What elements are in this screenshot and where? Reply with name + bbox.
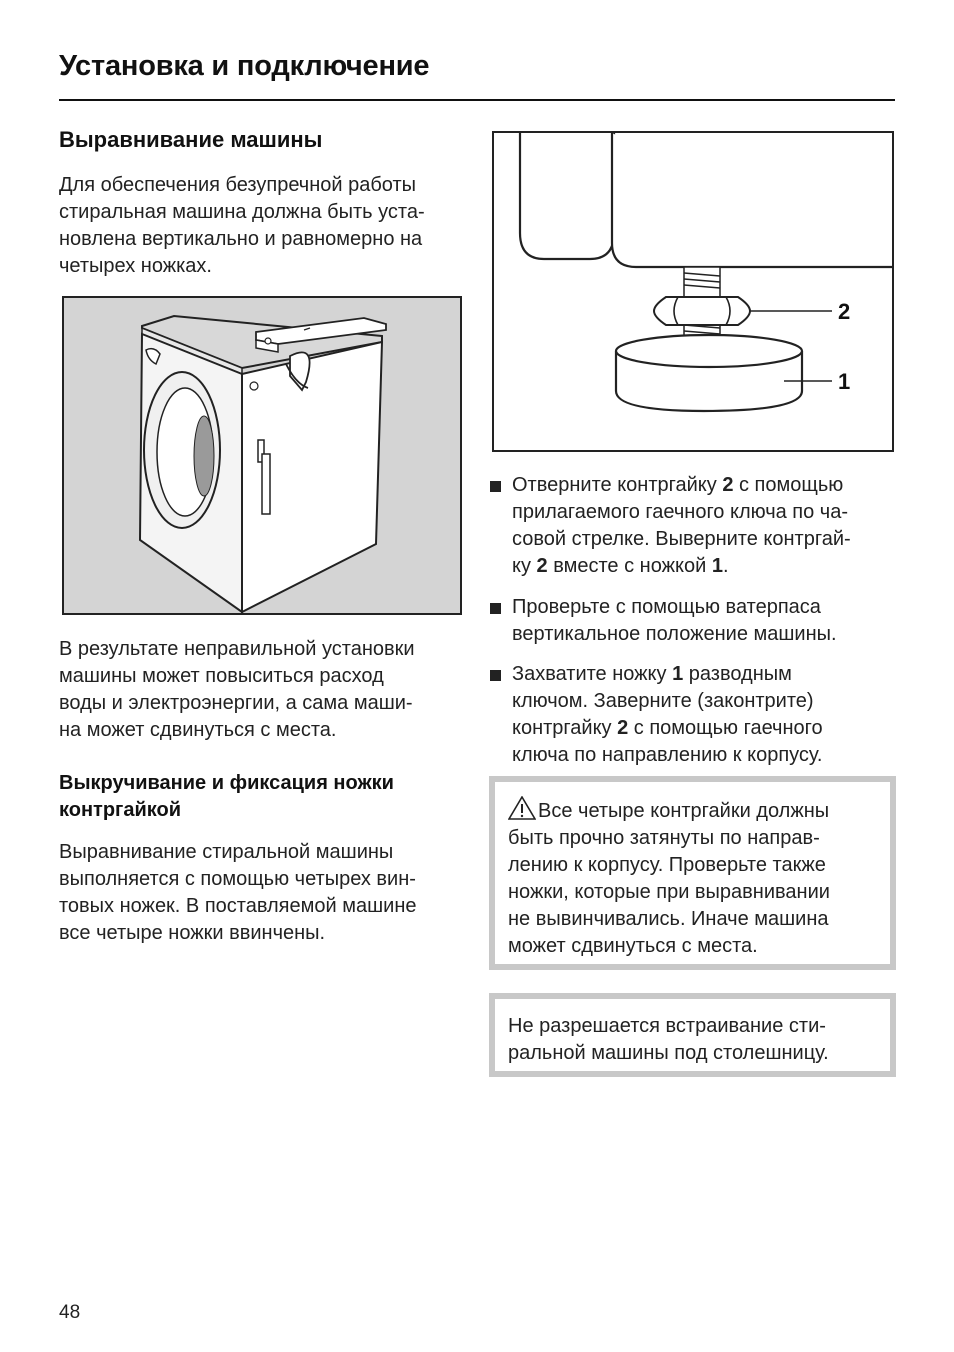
step-text-part: контргайку (512, 717, 618, 739)
consequence-paragraph (59, 636, 469, 744)
foot-label: 1 (838, 369, 851, 394)
subsection-line: Выравнивание стиральной машины (59, 841, 394, 863)
step-line: Проверьте с помощью ватерпаса (512, 596, 821, 618)
subsection-line: товых ножек. В поставляемой машине (59, 895, 417, 917)
step-text-part: . (722, 555, 729, 577)
page-number: 48 (59, 1302, 81, 1323)
consequence-line: В результате неправильной установки (59, 638, 415, 660)
page-title: Установка и подключение (59, 50, 430, 82)
subsection-title-line: контргайкой (59, 799, 182, 821)
step-text-part: ку (512, 555, 537, 577)
step-text (512, 661, 823, 769)
note-line: Не разрешается встраивание сти- (508, 1015, 826, 1037)
step-line: прилагаемого гаечного ключа по ча- (512, 501, 849, 523)
bullet-square-icon (490, 603, 501, 614)
subsection-line: выполняется с помощью четырех вин- (59, 868, 416, 890)
consequence-line: воды и электроэнергии, а сама маши- (59, 692, 413, 714)
step-line: ключа по направлению к корпусу. (512, 744, 823, 766)
foot-locknut-illustration (492, 131, 894, 452)
warning-triangle-icon (508, 796, 536, 820)
note-line: ральной машины под столешницу. (508, 1042, 829, 1064)
step-text-part: разводным (683, 663, 792, 685)
intro-line: Для обеспечения безупречной работы (59, 174, 417, 196)
ref-number: 2 (722, 474, 734, 496)
ref-number: 2 (536, 555, 548, 577)
step-text-part: с помощью гаечного (628, 717, 823, 739)
step-text (512, 594, 837, 648)
title-divider (59, 99, 895, 101)
step-line: ключом. Заверните (законтрите) (512, 690, 814, 712)
foot-locknut-drawing (494, 133, 892, 450)
step-text-part: вместе с ножкой (547, 555, 712, 577)
washing-machine-illustration (62, 296, 462, 615)
subsection-paragraph (59, 839, 469, 947)
warning-line: ножки, которые при выравнивании (508, 881, 830, 903)
intro-paragraph (59, 172, 469, 280)
ref-number: 2 (617, 717, 629, 739)
bullet-square-icon (490, 481, 501, 492)
warning-line: лению к корпусу. Проверьте также (508, 854, 826, 876)
ref-number: 1 (672, 663, 684, 685)
intro-line: четырех ножках. (59, 255, 212, 277)
step-line: совой стрелке. Выверните контргай- (512, 528, 851, 550)
nut-label: 2 (838, 299, 851, 324)
section-title: Выравнивание машины (59, 127, 323, 152)
ref-number: 1 (711, 555, 723, 577)
intro-line: стиральная машина должна быть уста- (59, 201, 425, 223)
warning-line: не вывинчивались. Иначе машина (508, 908, 829, 930)
subsection-line: все четыре ножки ввинчены. (59, 922, 326, 944)
note-box (489, 993, 896, 1077)
warning-line: может сдвинуться с места. (508, 935, 758, 957)
step-text-part: с помощью (733, 474, 844, 496)
subsection-title (59, 770, 394, 824)
washing-machine-drawing (64, 298, 460, 613)
subsection-title-line: Выкручивание и фиксация ножки (59, 772, 394, 794)
bullet-square-icon (490, 670, 501, 681)
warning-line: Все четыре контргайки должны (538, 800, 830, 822)
consequence-line: на может сдвинуться с места. (59, 719, 337, 741)
warning-box (489, 776, 896, 970)
intro-line: новлена вертикально и равномерно на (59, 228, 423, 250)
step-text-part: Отверните контргайку (512, 474, 723, 496)
consequence-line: машины может повыситься расход (59, 665, 384, 687)
step-text (512, 472, 851, 580)
step-line: вертикальное положение машины. (512, 623, 837, 645)
warning-line: быть прочно затянуты по направ- (508, 827, 820, 849)
step-text-part: Захватите ножку (512, 663, 673, 685)
